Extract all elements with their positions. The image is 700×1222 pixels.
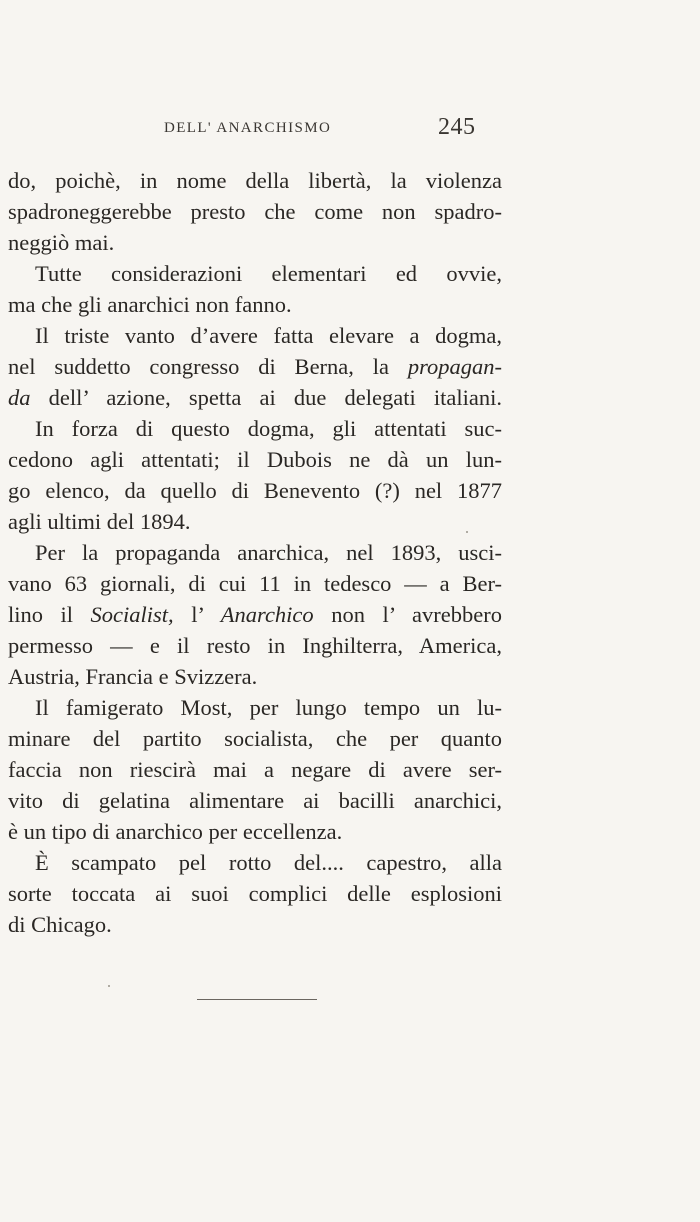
- paper-speck: [466, 531, 468, 533]
- text-line: [8, 816, 502, 847]
- text-segment: ma che gli anarchici non fanno.: [8, 292, 292, 317]
- text-line: [8, 847, 502, 878]
- text-segment: lino il: [8, 602, 91, 627]
- text-line: [8, 382, 502, 413]
- text-segment: dell’ azione, spetta ai due delegati italiani.: [30, 385, 502, 410]
- text-line: [8, 413, 502, 444]
- text-line: [8, 258, 502, 289]
- italic-text: Socialist,: [90, 602, 174, 627]
- text-line: [8, 630, 502, 661]
- text-line: [8, 878, 502, 909]
- text-line: [8, 785, 502, 816]
- text-line: [8, 909, 502, 940]
- text-segment: Il famigerato Most, per lungo tempo un lu-: [35, 695, 502, 720]
- text-line: [8, 599, 502, 630]
- text-line: [8, 661, 502, 692]
- text-line: [8, 351, 502, 382]
- text-segment: minare del partito socialista, che per quanto: [8, 726, 502, 751]
- text-segment: nel suddetto congresso di Berna, la: [8, 354, 408, 379]
- italic-text: Anarchico: [220, 602, 314, 627]
- text-segment: vano 63 giornali, di cui 11 in tedesco — a Ber-: [8, 571, 502, 596]
- paper-speck: [108, 985, 110, 987]
- text-segment: In forza di questo dogma, gli attentati suc-: [35, 416, 502, 441]
- running-title: DELL' ANARCHISMO: [164, 120, 332, 136]
- text-segment: sorte toccata ai suoi complici delle esplosioni: [8, 881, 502, 906]
- text-line: [8, 289, 502, 320]
- text-line: [8, 475, 502, 506]
- text-segment: agli ultimi del 1894.: [8, 509, 191, 534]
- text-segment: do, poichè, in nome della libertà, la violenza: [8, 168, 502, 193]
- text-line: [8, 568, 502, 599]
- text-segment: faccia non riescirà mai a negare di avere ser-: [8, 757, 502, 782]
- text-segment: spadroneggerebbe presto che come non spadro-: [8, 199, 502, 224]
- text-segment: neggiò mai.: [8, 230, 115, 255]
- text-segment: è un tipo di anarchico per eccellenza.: [8, 819, 343, 844]
- text-segment: cedono agli attentati; il Dubois ne dà un lun-: [8, 447, 502, 472]
- italic-text: propagan-: [407, 354, 502, 379]
- page-header: [0, 114, 700, 148]
- text-line: [8, 165, 502, 196]
- text-segment: Austria, Francia e Svizzera.: [8, 664, 258, 689]
- italic-text: da: [8, 385, 31, 410]
- text-segment: Per la propaganda anarchica, nel 1893, usci-: [35, 540, 502, 565]
- text-segment: di Chicago.: [8, 912, 112, 937]
- text-segment: vito di gelatina alimentare ai bacilli anarchici,: [8, 788, 502, 813]
- page-number: 245: [438, 114, 476, 140]
- text-line: [8, 754, 502, 785]
- text-line: [8, 196, 502, 227]
- text-line: [8, 506, 502, 537]
- text-segment: permesso — e il resto in Inghilterra, America,: [8, 633, 502, 658]
- text-line: [8, 444, 502, 475]
- end-rule: [197, 999, 317, 1000]
- text-line: [8, 692, 502, 723]
- text-line: [8, 723, 502, 754]
- text-line: [8, 227, 502, 258]
- text-segment: l’: [173, 602, 221, 627]
- body-text: [8, 165, 502, 940]
- text-segment: Il triste vanto d’avere fatta elevare a dogma,: [35, 323, 502, 348]
- text-line: [8, 537, 502, 568]
- text-segment: non l’ avrebbero: [313, 602, 502, 627]
- text-segment: È scampato pel rotto del.... capestro, alla: [35, 850, 502, 875]
- text-segment: Tutte considerazioni elementari ed ovvie,: [35, 261, 502, 286]
- text-line: [8, 320, 502, 351]
- text-segment: go elenco, da quello di Benevento (?) nel 1877: [8, 478, 502, 503]
